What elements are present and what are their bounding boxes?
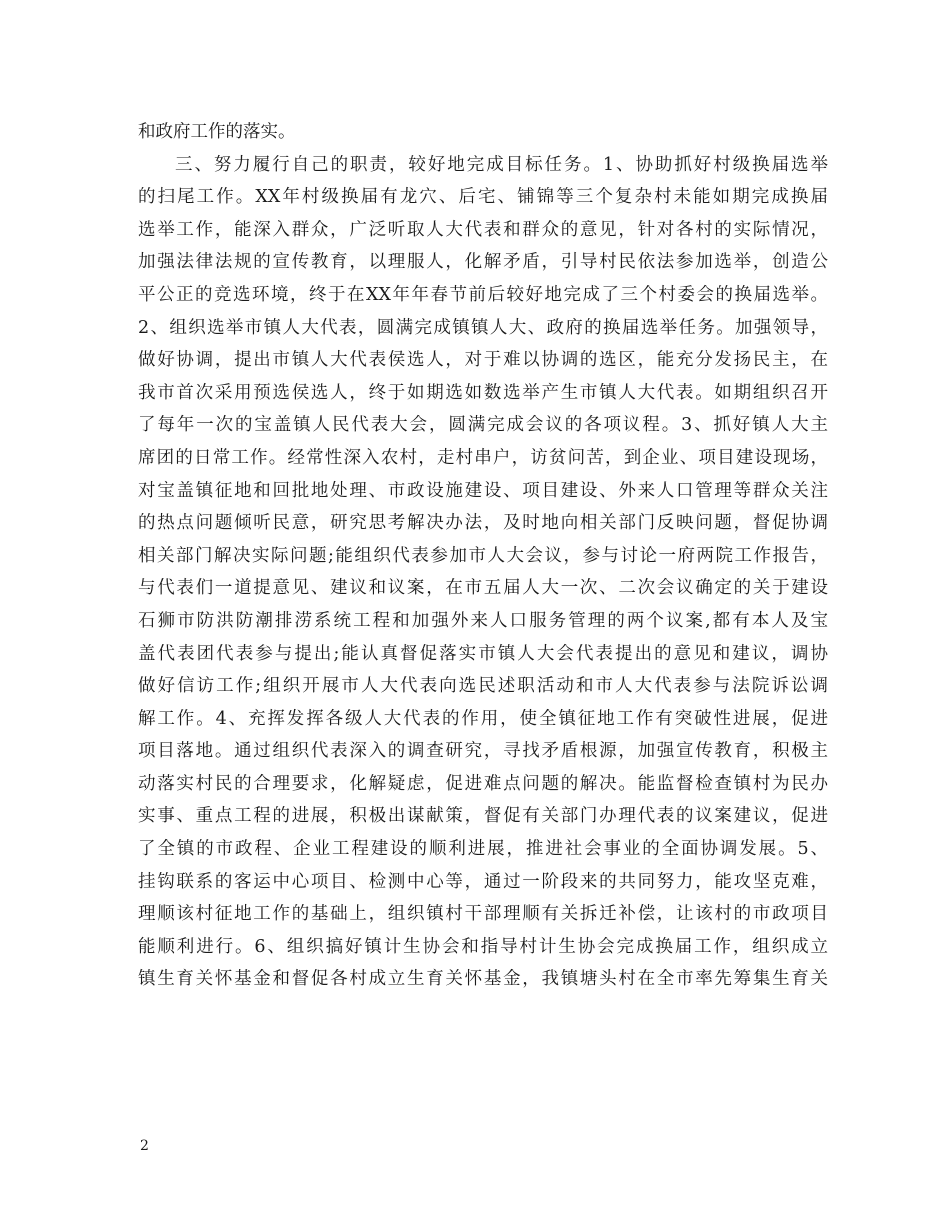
- text-line-3: 的扫尾工作。XX年村级换届有龙穴、后宅、铺锦等三个复杂村未能如期完成换届: [138, 187, 828, 208]
- text-line-7: 2、组织选举市镇人大代表，圆满完成镇镇人大、政府的换届选举任务。加强领导，: [138, 317, 828, 338]
- text-line-26: 能顺利进行。6、组织搞好镇计生协会和指导村计生协会完成换届工作，组织成立: [138, 936, 828, 957]
- text-line-20: 项目落地。通过组织代表深入的调查研究，寻找矛盾根源，加强宣传教育，积极主: [138, 741, 828, 762]
- text-line-17: 盖代表团代表参与提出;能认真督促落实市镇人大会代表提出的意见和建议，调协: [138, 643, 828, 664]
- body-text: [138, 116, 828, 996]
- text-line-27: 镇生育关怀基金和督促各村成立生育关怀基金，我镇塘头村在全市率先筹集生育关: [138, 969, 828, 990]
- text-line-8: 做好协调，提出市镇人大代表侯选人，对于难以协调的选区，能充分发扬民主，在: [138, 350, 828, 371]
- text-line-1: 和政府工作的落实。: [138, 122, 296, 142]
- text-line-13: 的热点问题倾听民意，研究思考解决办法，及时地向相关部门反映问题，督促协调: [138, 513, 828, 534]
- text-line-10: 了每年一次的宝盖镇人民代表大会，圆满完成会议的各项议程。3、抓好镇人大主: [138, 415, 828, 436]
- text-line-15: 与代表们一道提意见、建议和议案，在市五届人大一次、二次会议确定的关于建设: [138, 578, 828, 599]
- text-line-25: 理顺该村征地工作的基础上，组织镇村干部理顺有关拆迁补偿，让该村的市政项目: [138, 904, 828, 925]
- text-line-18: 做好信访工作;组织开展市人大代表向选民述职活动和市人大代表参与法院诉讼调: [138, 676, 828, 697]
- text-line-5: 加强法律法规的宣传教育，以理服人，化解矛盾，引导村民依法参加选举，创造公: [138, 252, 828, 273]
- text-line-4: 选举工作，能深入群众，广泛听取人大代表和群众的意见，针对各村的实际情况，: [138, 219, 828, 240]
- text-line-23: 了全镇的市政程、企业工程建设的顺利进展，推进社会事业的全面协调发展。5、: [138, 839, 828, 860]
- text-line-24: 挂钩联系的客运中心项目、检测中心等，通过一阶段来的共同努力，能攻坚克难，: [138, 871, 828, 892]
- text-line-16: 石狮市防洪防潮排涝系统工程和加强外来人口服务管理的两个议案,都有本人及宝: [138, 610, 828, 631]
- text-line-11: 席团的日常工作。经常性深入农村，走村串户，访贫问苦，到企业、项目建设现场，: [138, 447, 828, 468]
- text-line-12: 对宝盖镇征地和回批地处理、市政设施建设、项目建设、外来人口管理等群众关注: [138, 480, 828, 501]
- text-line-14: 相关部门解决实际问题;能组织代表参加市人大会议，参与讨论一府两院工作报告，: [138, 545, 828, 566]
- text-line-21: 动落实村民的合理要求，化解疑虑，促进难点问题的解决。能监督检查镇村为民办: [138, 773, 828, 794]
- text-line-22: 实事、重点工程的进展，积极出谋献策，督促有关部门办理代表的议案建议，促进: [138, 806, 828, 827]
- text-line-6: 平公正的竞选环境，终于在XX年年春节前后较好地完成了三个村委会的换届选举。: [138, 284, 828, 305]
- text-line-9: 我市首次采用预选侯选人，终于如期选如数选举产生市镇人大代表。如期组织召开: [138, 382, 828, 403]
- text-line-19: 解工作。4、充挥发挥各级人大代表的作用，使全镇征地工作有突破性进展，促进: [138, 708, 828, 729]
- text-line-2: 三、努力履行自己的职责，较好地完成目标任务。1、协助抓好村级换届选举: [175, 154, 828, 175]
- page-number: 2: [140, 1138, 149, 1154]
